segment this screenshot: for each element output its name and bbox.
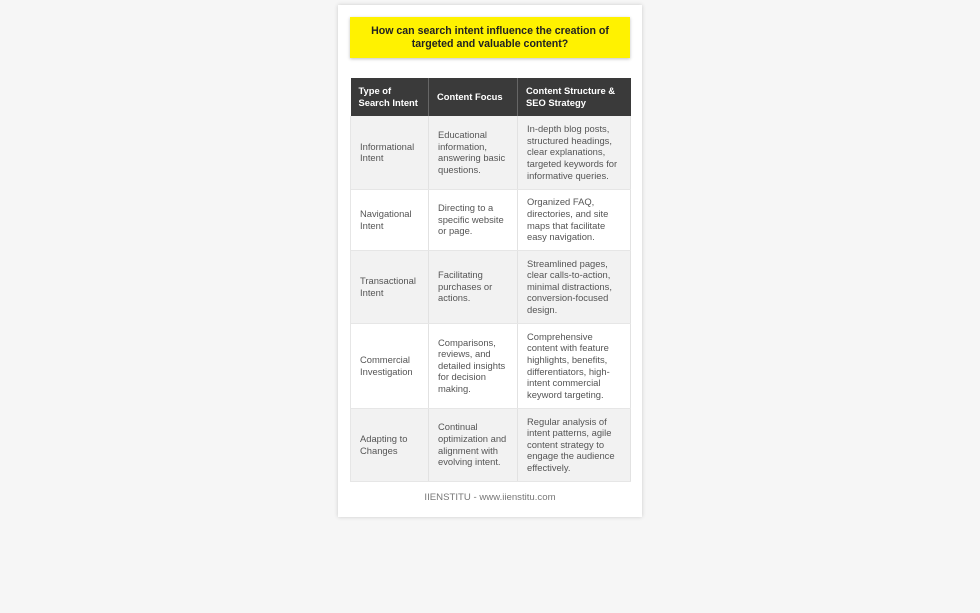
row-intent: Commercial Investigation <box>351 323 429 408</box>
header-content-focus: Content Focus <box>429 78 518 116</box>
search-intent-table <box>350 78 631 482</box>
row-intent: Informational Intent <box>351 116 429 189</box>
header-search-intent: Type of Search Intent <box>351 78 429 116</box>
table-row <box>351 250 631 323</box>
row-focus: Continual optimization and alignment with evolving intent. <box>429 408 518 481</box>
table-row <box>351 189 631 250</box>
row-strategy: Comprehensive content with feature highlights, benefits, differentiators, high-intent commercial keyword targeting. <box>518 323 631 408</box>
row-focus: Educational information, answering basic questions. <box>429 116 518 189</box>
table-row <box>351 408 631 481</box>
row-strategy: In-depth blog posts, structured headings, clear explanations, targeted keywords for informative queries. <box>518 116 631 189</box>
table-row <box>351 323 631 408</box>
row-focus: Facilitating purchases or actions. <box>429 250 518 323</box>
source-footer: IIENSTITU - www.iienstitu.com <box>424 492 556 503</box>
row-strategy: Organized FAQ, directories, and site maps that facilitate easy navigation. <box>518 189 631 250</box>
question-title: How can search intent influence the creation of targeted and valuable content? <box>350 17 630 58</box>
header-content-structure: Content Structure & SEO Strategy <box>518 78 631 116</box>
content-card <box>338 5 642 517</box>
row-intent: Adapting to Changes <box>351 408 429 481</box>
table-header-row <box>351 78 631 116</box>
row-focus: Directing to a specific website or page. <box>429 189 518 250</box>
row-intent: Transactional Intent <box>351 250 429 323</box>
row-intent: Navigational Intent <box>351 189 429 250</box>
table-row <box>351 116 631 189</box>
row-focus: Comparisons, reviews, and detailed insights for decision making. <box>429 323 518 408</box>
row-strategy: Regular analysis of intent patterns, agile content strategy to engage the audience effectively. <box>518 408 631 481</box>
row-strategy: Streamlined pages, clear calls-to-action, minimal distractions, conversion-focused design. <box>518 250 631 323</box>
